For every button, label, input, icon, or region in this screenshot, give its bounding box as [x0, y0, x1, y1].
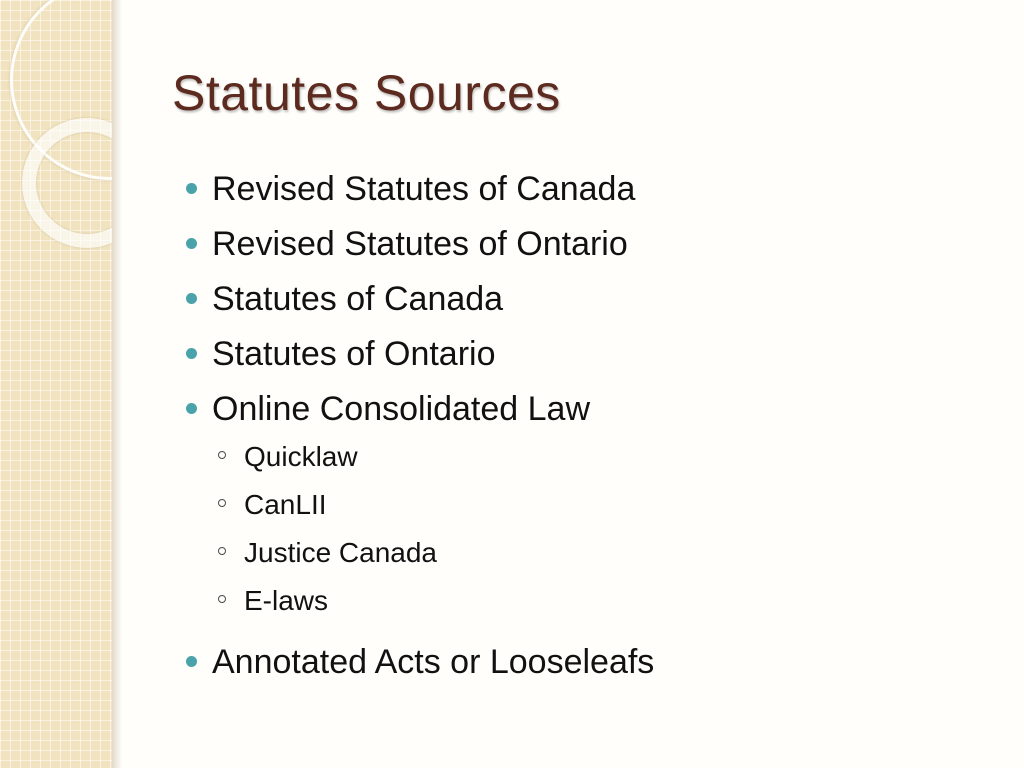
decorative-side-strip — [0, 0, 112, 768]
bullet-item-revised-statutes-ontario — [186, 221, 986, 276]
hollow-circle-bullet-icon — [218, 595, 226, 603]
sub-bullet-item-quicklaw — [186, 437, 986, 485]
hollow-circle-bullet-icon — [218, 451, 226, 459]
bullet-item-statutes-ontario — [186, 331, 986, 386]
sub-bullet-label: E-laws — [244, 585, 329, 616]
bullet-dot-icon — [186, 238, 197, 249]
bullet-item-revised-statutes-canada — [186, 166, 986, 221]
hollow-circle-bullet-icon — [218, 547, 226, 555]
bullet-label: Online Consolidated Law — [212, 390, 591, 428]
bullet-dot-icon — [186, 293, 197, 304]
bullet-label: Statutes of Ontario — [212, 335, 496, 373]
bullet-label: Annotated Acts or Looseleafs — [212, 643, 655, 681]
bullet-label: Revised Statutes of Ontario — [212, 225, 628, 263]
bullet-item-annotated-acts — [186, 639, 986, 694]
bullet-list — [186, 166, 986, 694]
sub-bullet-label: Justice Canada — [244, 537, 438, 568]
bullet-item-online-consolidated-law — [186, 386, 986, 441]
sub-bullet-group — [186, 437, 986, 629]
bullet-item-statutes-canada — [186, 276, 986, 331]
bullet-label: Statutes of Canada — [212, 280, 504, 318]
sub-bullet-item-justice-canada — [186, 533, 986, 581]
bullet-dot-icon — [186, 403, 197, 414]
sub-bullet-item-canlii — [186, 485, 986, 533]
bullet-dot-icon — [186, 348, 197, 359]
bullet-label: Revised Statutes of Canada — [212, 170, 636, 208]
bullet-dot-icon — [186, 183, 197, 194]
sub-bullet-label: Quicklaw — [244, 441, 358, 472]
sub-bullet-list — [186, 437, 986, 629]
side-strip-shadow — [112, 0, 122, 768]
hollow-circle-bullet-icon — [218, 499, 226, 507]
sub-bullet-label: CanLII — [244, 489, 327, 520]
bullet-dot-icon — [186, 656, 197, 667]
sub-bullet-item-e-laws — [186, 581, 986, 629]
slide-title: Statutes Sources — [172, 65, 561, 121]
